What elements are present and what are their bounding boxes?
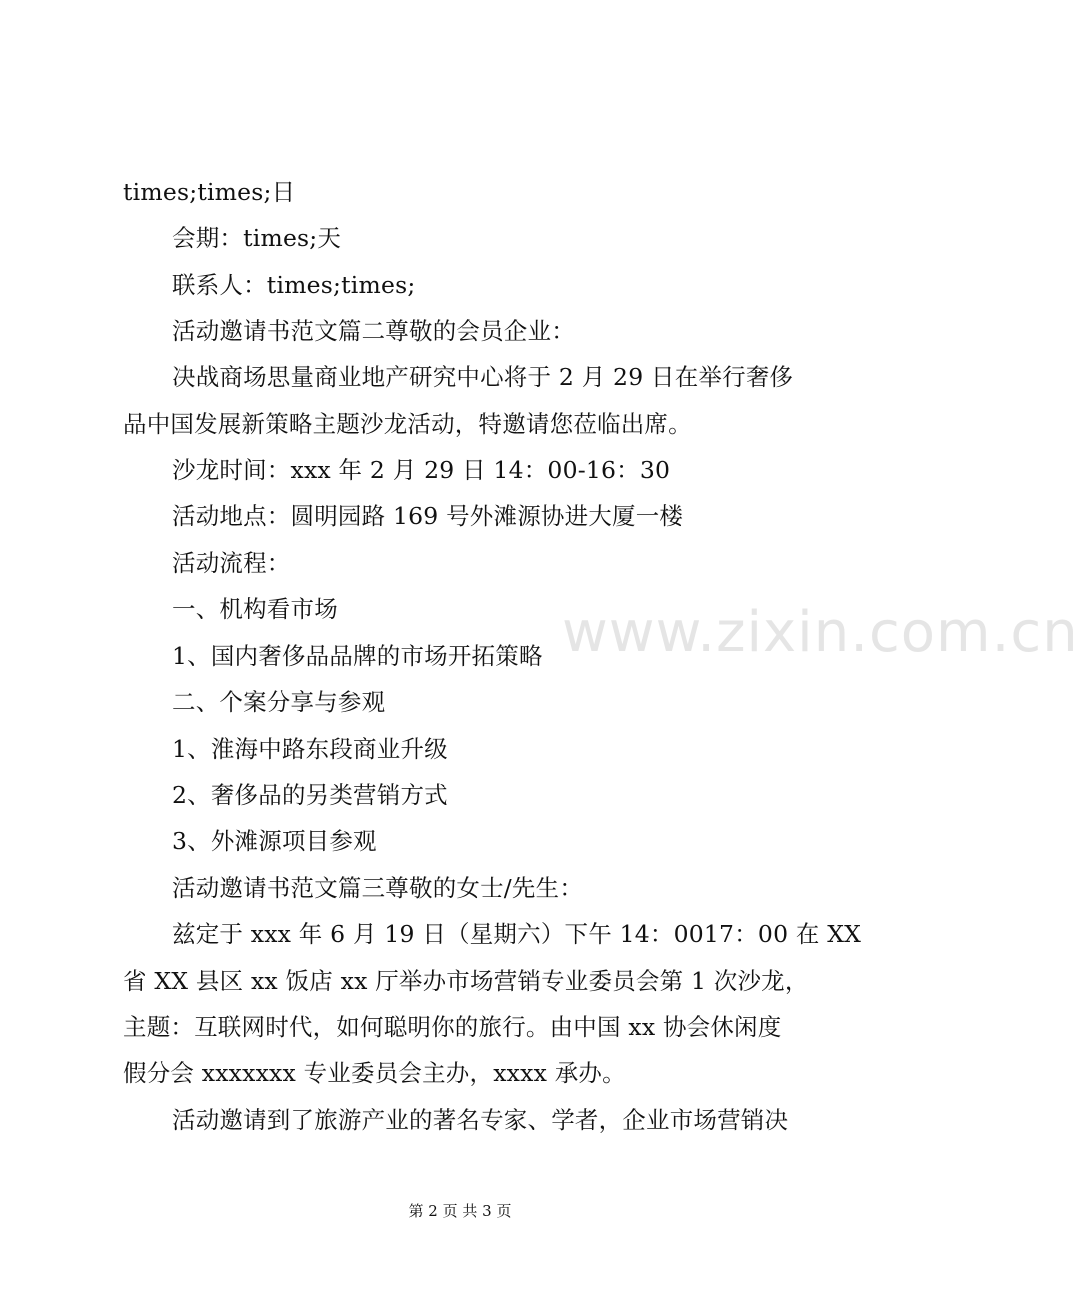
text-line: 活动地点：圆明园路 169 号外滩源协进大厦一楼: [172, 502, 684, 530]
list-item: 二、个案分享与参观: [172, 688, 386, 716]
list-item: 3、外滩源项目参观: [172, 827, 377, 855]
page-footer: 第 2 页 共 3 页: [408, 1202, 512, 1220]
list-item: 1、淮海中路东段商业升级: [172, 735, 448, 763]
watermark: www.zixin.com.cn: [562, 600, 1079, 665]
paragraph-line: 品中国发展新策略主题沙龙活动，特邀请您莅临出席。: [123, 410, 692, 438]
list-item: 2、奢侈品的另类营销方式: [172, 781, 448, 809]
text-line: 会期：times;天: [172, 224, 342, 252]
text-line: 活动邀请书范文篇三尊敬的女士/先生：: [172, 874, 584, 902]
text-line: 联系人：times;times;: [172, 271, 416, 299]
paragraph-line: 决战商场思量商业地产研究中心将于 2 月 29 日在举行奢侈: [172, 363, 794, 391]
paragraph-line: 兹定于 xxx 年 6 月 19 日（星期六）下午 14：0017：00 在 XX: [172, 920, 862, 948]
text-line: times;times;日: [123, 178, 296, 206]
text-line: 沙龙时间：xxx 年 2 月 29 日 14：00-16：30: [172, 456, 671, 484]
paragraph-line: 假分会 xxxxxxx 专业委员会主办，xxxx 承办。: [123, 1059, 626, 1087]
list-item: 一、机构看市场: [172, 595, 338, 623]
text-line: 活动流程：: [172, 549, 291, 577]
paragraph-line: 主题：互联网时代，如何聪明你的旅行。由中国 xx 协会休闲度: [123, 1013, 782, 1041]
paragraph-line: 省 XX 县区 xx 饭店 xx 厅举办市场营销专业委员会第 1 次沙龙，: [123, 967, 809, 995]
paragraph-line: 活动邀请到了旅游产业的著名专家、学者，企业市场营销决: [172, 1106, 789, 1134]
list-item: 1、国内奢侈品品牌的市场开拓策略: [172, 642, 543, 670]
text-line: 活动邀请书范文篇二尊敬的会员企业：: [172, 317, 575, 345]
